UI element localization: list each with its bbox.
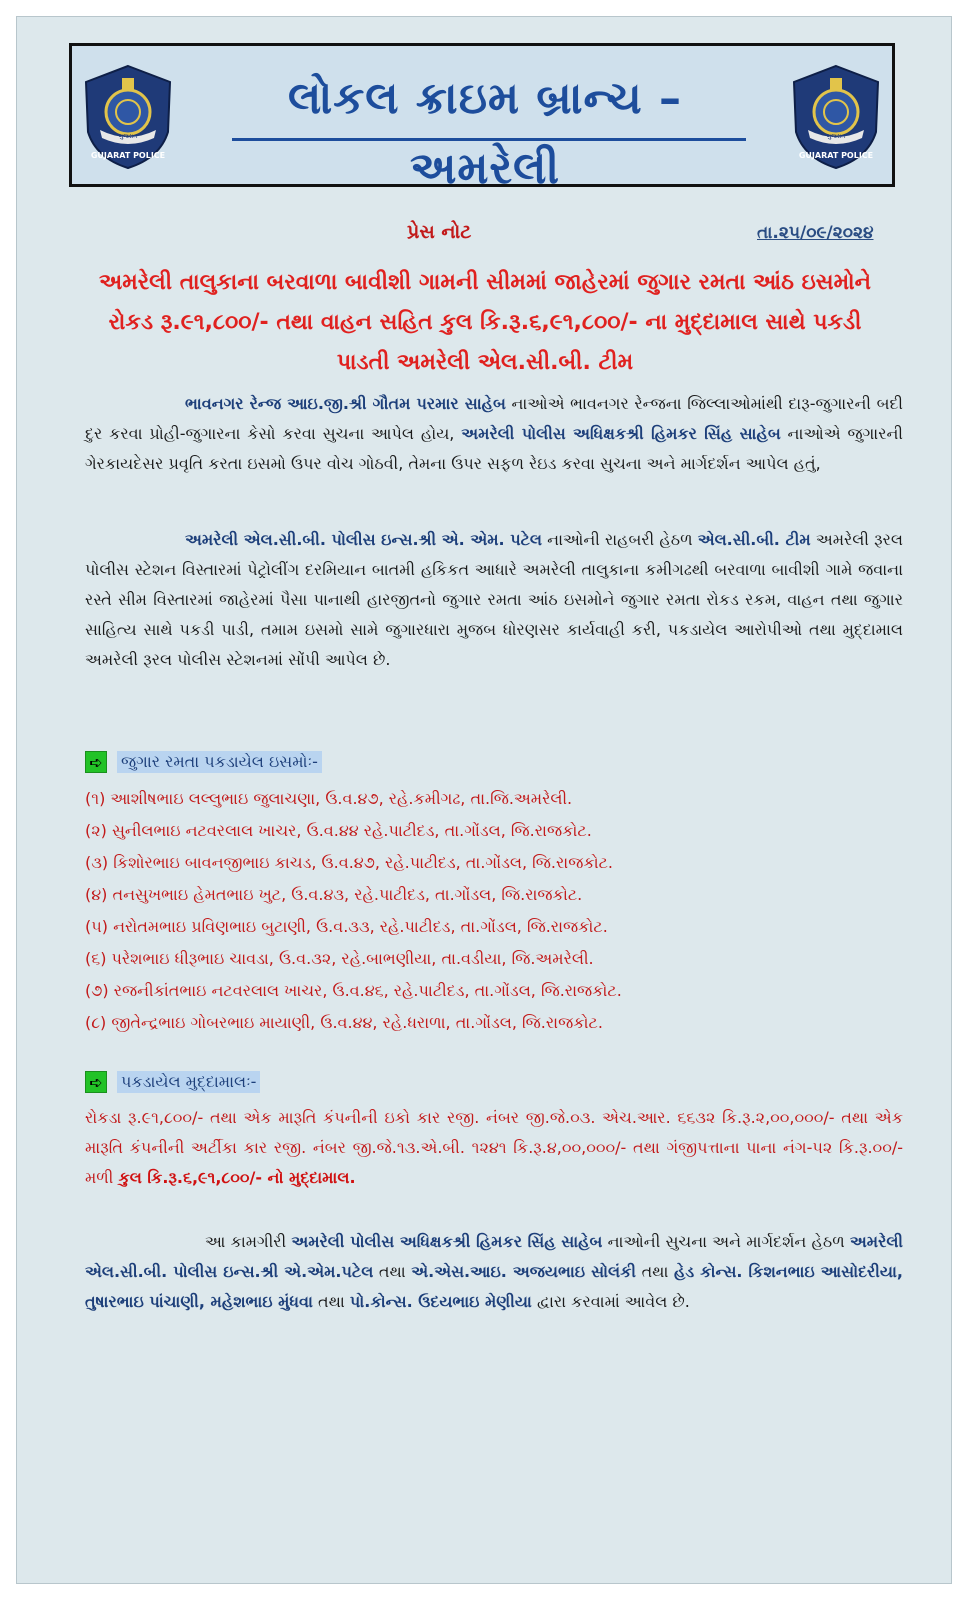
gujarat-police-badge-icon: [788, 62, 884, 172]
total-amount: કુલ કિ.રૂ.૬,૯૧,૮૦૦/- નો મુદ્દામાલ.: [118, 1168, 356, 1187]
accused-section-heading: [85, 749, 322, 775]
press-date: તા.૨૫/૦૯/૨૦૨૪: [757, 223, 874, 243]
paragraph-1: [85, 389, 903, 479]
bold-text: અમરેલી એલ.સી.બી. પોલીસ ઇન્સ.શ્રી એ. એમ. પટેલ: [185, 530, 543, 549]
body-text: આ કામગીરી: [205, 1232, 292, 1251]
body-text: તથા: [636, 1262, 674, 1281]
accused-section-label: જુગાર રમતા પકડાયેલ ઇસમોઃ-: [117, 751, 322, 773]
bold-text: ભાવનગર રેન્જ આઇ.જી.શ્રી ગૌતમ પરમાર સાહેબ: [185, 394, 506, 413]
press-note-page: [16, 16, 952, 1584]
list-item: (૩) કિશોરભાઇ બાવનજીભાઇ કાચડ, ઉ.વ.૪૭, રહે.પાટીદડ, તા.ગોંડલ, જિ.રાજકોટ.: [85, 853, 614, 872]
body-text: અમરેલી રૂરલ પોલીસ સ્ટેશન વિસ્તારમાં પેટ્રોલીંગ દરમિયાન બાતમી હકિકત આધારે અમરેલી તાલુકાના કમીગઢથી બરવાળા બાવીશી ગામે જવાના રસ્તે સીમ વિસ્તારમાં જાહેરમાં પૈસા પાનાથી હારજીતનો જુગાર રમતા આંઠ ઇસમોને જુગાર રમતા રોકડ રકમ, વાહન તથા જુગાર સાહિત્ય સાથે પકડી પાડી, તમામ ઇસમો સામે જુગારધારા મુજબ ધોરણસર કાર્યવાહી કરી, પકડાયેલ આરોપીઓ તથા મુદ્દામાલ અમરેલી રૂરલ પોલીસ સ્ટેશનમાં સોંપી આપેલ છે.: [85, 530, 903, 669]
headline: અમરેલી તાલુકાના બરવાળા બાવીશી ગામની સીમમાં જાહેરમાં જુગાર રમતા આંઠ ઇસમોને રોકડ રૂ.૯૧,૮૦૦/- તથા વાહન સહિત કુલ કિ.રૂ.૬,૯૧,૮૦૦/- ના મુદ્દામાલ સાથે પકડી પાડતી અમરેલી એલ.સી.બી. ટીમ: [99, 270, 871, 375]
body-text: રોકડા રૂ.૯૧,૮૦૦/- તથા એક મારૂતિ કંપનીની ઇકો કાર રજી. નંબર જી.જે.૦૩. એચ.આર. ૬૬૩૨ કિ.રૂ.૨,૦૦,૦૦૦/- તથા એક મારૂતિ કંપનીની અર્ટીકા કાર રજી. નંબર જી.જે.૧૩.એ.બી. ૧૨૪૧ કિ.રૂ.૪,૦૦,૦૦૦/- તથા ગંજીપત્તાના પાના નંગ-૫૨ કિ.રૂ.૦૦/- મળી: [85, 1108, 903, 1187]
bold-text: એ.એસ.આઇ. અજયભાઇ સોલંકી: [411, 1262, 636, 1281]
list-item: (૭) રજનીકાંતભાઇ નટવરલાલ ખાચર, ઉ.વ.૪૬, રહે.પાટીદડ, તા.ગોંડલ, જિ.રાજકોટ.: [85, 981, 622, 1000]
list-item: (૫) નરોતમભાઇ પ્રવિણભાઇ બુટાણી, ઉ.વ.૩૩, રહે.પાટીદડ, તા.ગોંડલ, જિ.રાજકોટ.: [85, 917, 608, 936]
svg-text:GUJARAT POLICE: GUJARAT POLICE: [90, 151, 166, 160]
header-banner: [69, 43, 895, 194]
closing-paragraph: [85, 1227, 903, 1317]
body-text: નાઓની રાહબરી હેઠળ: [542, 530, 698, 549]
list-item: (૨) સુનીલભાઇ નટવરલાલ ખાચર, ઉ.વ.૪૪ રહે.પાટીદડ, તા.ગોંડલ, જિ.રાજકોટ.: [85, 821, 592, 840]
svg-text:ગુજરાત: ગુજરાત: [826, 133, 846, 140]
body-text: તથા: [312, 1292, 350, 1311]
body-text: તથા: [373, 1262, 412, 1281]
list-item: (૬) પરેશભાઇ ધીરૂભાઇ ચાવડા, ઉ.વ.૩૨, રહે.બાભણીયા, તા.વડીયા, જિ.અમરેલી.: [85, 949, 594, 968]
bold-text: અમરેલી એલ.સી.બી. પોલીસ ઇન્સ.શ્રી એ.એમ.પટેલ: [85, 1232, 904, 1281]
body-text: નાઓએ જુગારની ગેરકાયદેસર પ્રવૃતિ કરતા ઇસમો ઉપર વોચ ગોઠવી, તેમના ઉપર સફળ રેઇડ કરવા સુચના અને માર્ગદર્શન આપેલ હતું,: [85, 424, 903, 473]
arrow-right-icon: ➪: [85, 1071, 107, 1093]
accused-list: [85, 783, 885, 1039]
bold-text: એલ.સી.બી. ટીમ: [697, 530, 811, 549]
seized-goods-text: [85, 1103, 903, 1193]
paragraph-2: [85, 525, 903, 675]
svg-text:GUJARAT POLICE: GUJARAT POLICE: [798, 151, 874, 160]
press-note-label: પ્રેસ નોટ: [407, 221, 472, 243]
title-underline: [232, 138, 746, 141]
list-item: (૧) આશીષભાઇ લલ્લુભાઇ જુલાચણા, ઉ.વ.૪૭, રહે.કમીગઢ, તા.જિ.અમરેલી.: [85, 789, 573, 808]
body-text: નાઓએ ભાવનગર રેન્જના જિલ્લાઓમાંથી દારૂ-જુગારની બદી દુર કરવા પ્રોહી-જુગારના કેસો કરવા સુચના આપેલ હોય,: [85, 394, 903, 443]
page-title: લોકલ ક્રાઇમ બ્રાન્ચ – અમરેલી: [287, 73, 683, 194]
gujarat-police-badge-icon: [80, 62, 176, 172]
list-item: (૪) તનસુખભાઇ હેમતભાઇ ખુટ, ઉ.વ.૪૩, રહે.પાટીદડ, તા.ગોંડલ, જિ.રાજકોટ.: [85, 885, 583, 904]
body-text: નાઓની સુચના અને માર્ગદર્શન હેઠળ: [602, 1232, 850, 1251]
seized-section-heading: [85, 1069, 260, 1095]
arrow-right-icon: ➪: [85, 751, 107, 773]
bold-text: અમરેલી પોલીસ અધિક્ષકશ્રી હિમકર સિંહ સાહેબ: [291, 1232, 603, 1251]
press-row: [17, 221, 953, 251]
seized-section-label: પકડાયેલ મુદ્દામાલઃ-: [117, 1071, 260, 1093]
list-item: (૮) જીતેન્દ્રભાઇ ગોબરભાઇ માયાણી, ઉ.વ.૪૪, રહે.ધરાળા, તા.ગોંડલ, જિ.રાજકોટ.: [85, 1013, 603, 1032]
bold-text: હેડ કોન્સ. કિશનભાઇ આસોદરીયા, તુષારભાઇ પાંચાણી, મહેશભાઇ મુંધવા: [85, 1262, 903, 1311]
svg-text:ગુજરાત: ગુજરાત: [118, 133, 138, 140]
bold-text: પો.કોન્સ. ઉદયભાઇ મેણીયા: [349, 1292, 532, 1311]
body-text: દ્વારા કરવામાં આવેલ છે.: [531, 1292, 690, 1311]
bold-text: અમરેલી પોલીસ અધિક્ષકશ્રી હિમકર સિંહ સાહેબ: [461, 424, 781, 443]
